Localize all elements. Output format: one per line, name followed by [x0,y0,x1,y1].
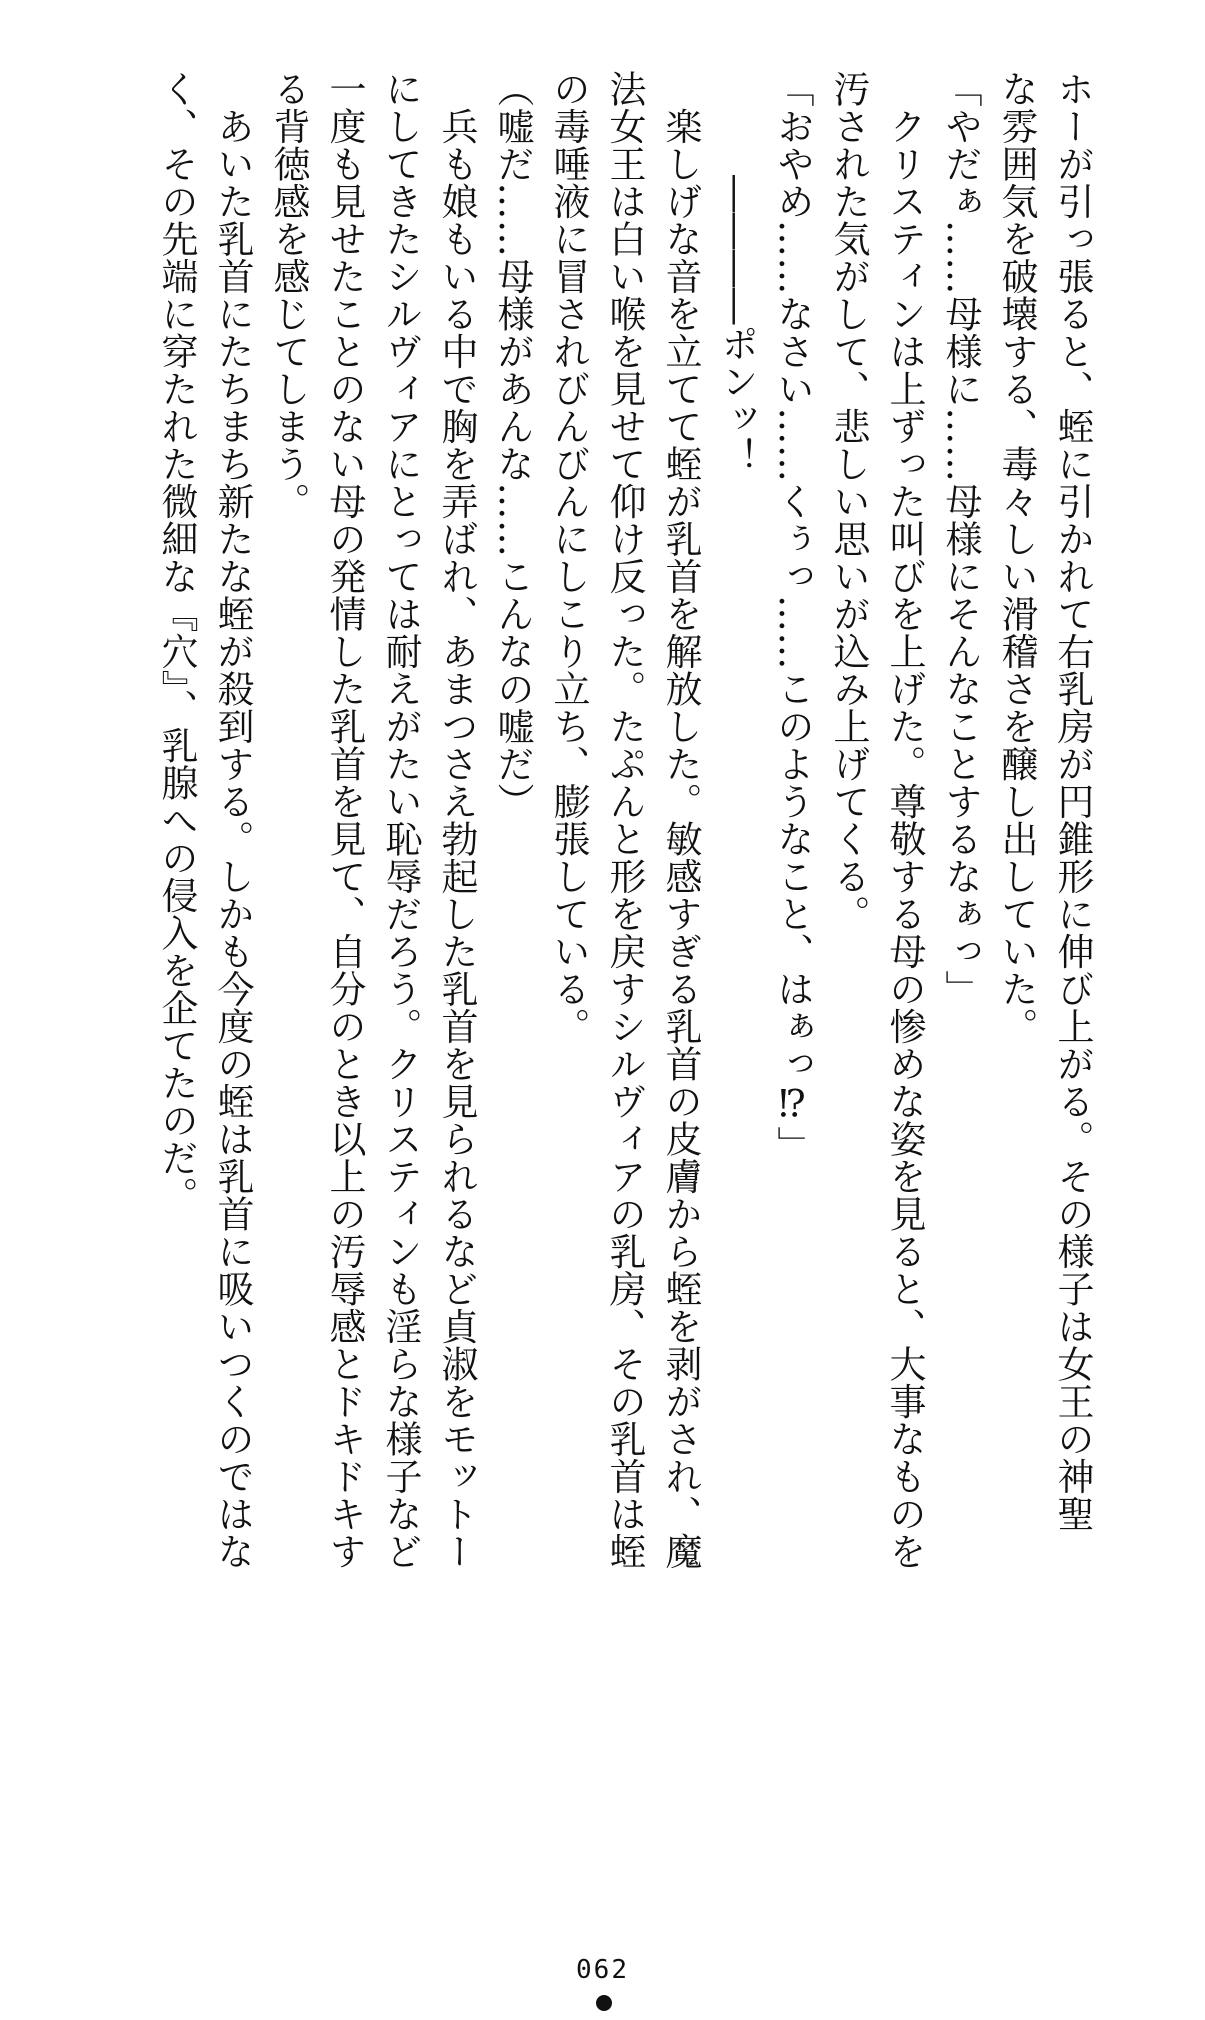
text-line: クリスティンは上ずった叫びを上げた。尊敬する母の惨めな姿を見ると、大事なものを [883,70,926,1570]
text-line: 兵も娘もいる中で胸を弄ばれ、あまつさえ勃起した乳首を見られるなど貞淑をモットー [435,70,478,1570]
text-line: 「おやめ……なさい……くぅっ……このようなこと、はぁっ⁉」 [771,70,814,1164]
body-text [100,70,1100,1670]
text-line: 一度も見せたことのない母の発情した乳首を見て、自分のとき以上の汚辱感とドキドキす [323,70,366,1570]
text-line: く、その先端に穿たれた微細な『穴』、乳腺への侵入を企てたのだ。 [155,70,198,1214]
text-line: 楽しげな音を立てて蛭が乳首を解放した。敏感すぎる乳首の皮膚から蛭を剥がされ、魔 [659,70,702,1570]
text-line: の毒唾液に冒されびんびんにしこり立ち、膨張している。 [547,70,590,1045]
text-line: （嘘だ……母様があんな……こんなの嘘だ） [491,70,534,820]
text-line: にしてきたシルヴィアにとっては耐えがたい恥辱だろう。クリスティンも淫らな様子など [379,70,422,1570]
text-line: ホーが引っ張ると、蛭に引かれて右乳房が円錐形に伸び上がる。その様子は女王の神聖 [1051,70,1094,1533]
text-line: 「やだぁ……母様に……母様にそんなことするなぁっ」 [939,70,982,1008]
page-marker-dot [596,1995,612,2011]
text-line: る背徳感を感じてしまう。 [267,70,310,520]
text-line: 法女王は白い喉を見せて仰け反った。たぷんと形を戻すシルヴィアの乳房、その乳首は蛭 [603,70,646,1570]
text-line: 汚された気がして、悲しい思いが込み上げてくる。 [827,70,870,933]
sound-effect-line: ――――ポンッ！ [715,175,758,475]
text-line: な雰囲気を破壊する、毒々しい滑稽さを醸し出していた。 [995,70,1038,1045]
page-number: 062 [576,1955,629,1985]
text-line: あいた乳首にたちまち新たな蛭が殺到する。しかも今度の蛭は乳首に吸いつくのではな [211,70,254,1570]
